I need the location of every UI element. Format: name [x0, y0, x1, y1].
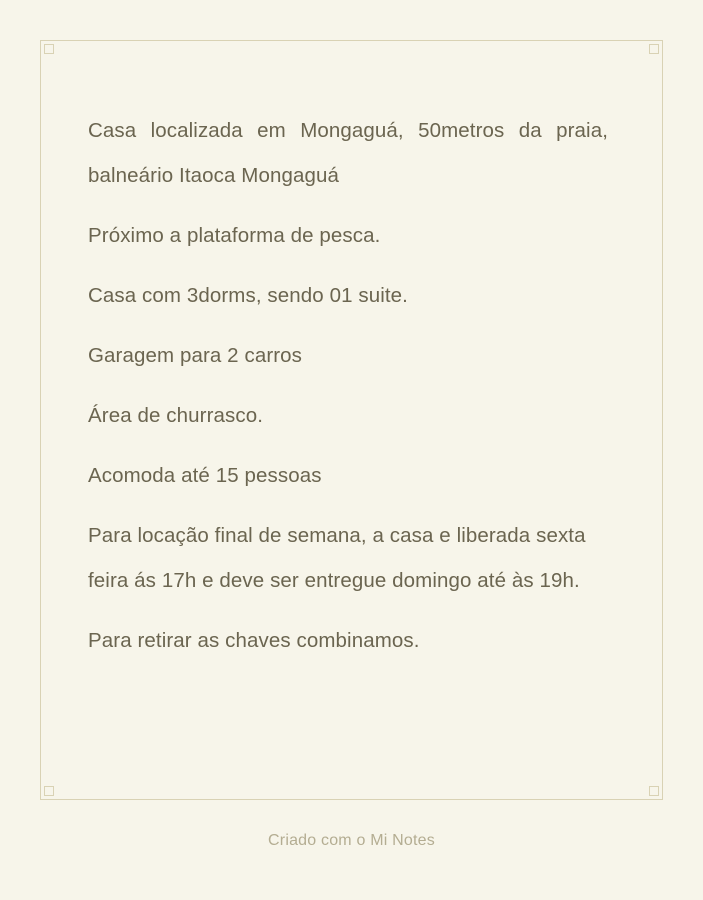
note-paragraph: Acomoda até 15 pessoas [88, 464, 322, 487]
corner-ornament-inner [44, 786, 54, 796]
app-credit-footer: Criado com o Mi Notes [268, 832, 435, 849]
note-content [88, 108, 608, 748]
note-paragraph: Garagem para 2 carros [88, 344, 303, 367]
corner-ornament-top-left [40, 40, 60, 60]
note-paragraph: Casa localizada em Mongaguá, 50metros da praia, balneário Itaoca Mongaguá [88, 119, 608, 187]
corner-ornament-top-right [643, 40, 663, 60]
note-paragraph: Área de churrasco. [88, 404, 263, 427]
note-paragraph: Próximo a plataforma de pesca. [88, 224, 381, 247]
corner-ornament-inner [44, 44, 54, 54]
note-paragraph: Casa com 3dorms, sendo 01 suite. [88, 284, 408, 307]
corner-ornament-inner [649, 786, 659, 796]
corner-ornament-inner [649, 44, 659, 54]
corner-ornament-bottom-right [643, 780, 663, 800]
corner-ornament-bottom-left [40, 780, 60, 800]
note-paragraph: Para retirar as chaves combinamos. [88, 629, 420, 652]
note-paragraph: Para locação final de semana, a casa e liberada sexta feira ás 17h e deve ser entregue domingo até às 19h. [88, 524, 586, 592]
